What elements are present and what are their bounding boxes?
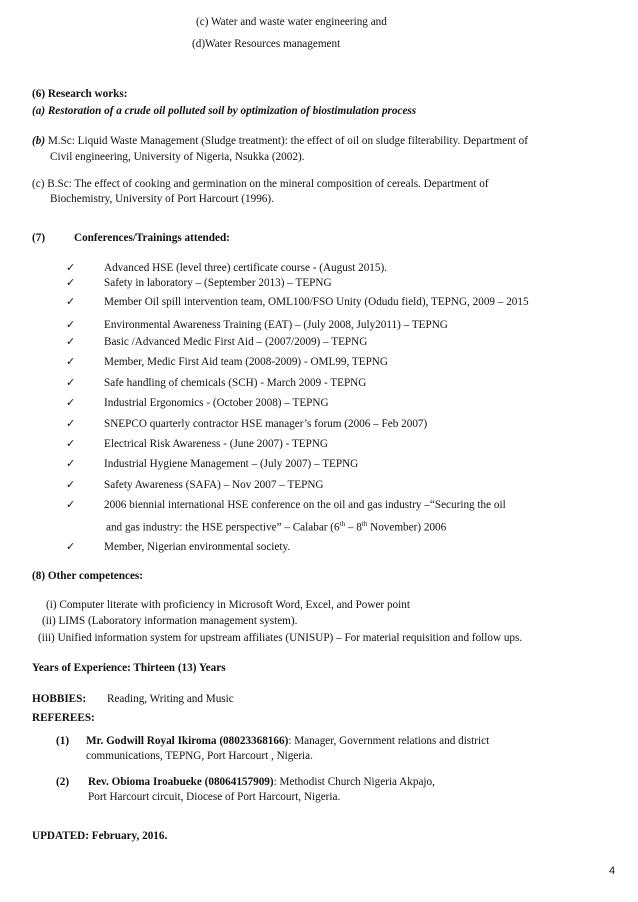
list-item: Member, Medic First Aid team (2008-2009) - OML99, TEPNG [104,356,388,368]
referee-1-line1 [86,735,489,747]
hobbies-label: HOBBIES: [32,693,87,705]
list-item: 2006 biennial international HSE conference on the oil and gas industry –“Securing the oil [104,499,506,511]
referee-1-name: Mr. Godwill Royal Ikiroma (08023368166) [86,735,289,747]
referee-2-detail: : Methodist Church Nigeria Akpajo, [273,776,435,788]
checkmark-icon: ✓ [66,376,76,389]
list-item-continuation: and gas industry: the HSE perspective” – Calabar (6th – 8th November) 2006 [106,520,447,534]
checkmark-icon: ✓ [66,295,76,308]
list-item: Electrical Risk Awareness - (June 2007) - TEPNG [104,438,329,450]
research-item-b-line1: M.Sc: Liquid Waste Management (Sludge treatment): the effect of oil on sludge filterability. Department of [47,135,528,147]
checkmark-icon: ✓ [66,417,76,430]
conferences-heading: Conferences/Trainings attended: [74,232,230,244]
checkmark-icon: ✓ [66,498,76,511]
page-number: 4 [609,865,616,877]
checkmark-icon: ✓ [66,437,76,450]
list-item: Member, Nigerian environmental society. [104,541,291,553]
checkmark-icon: ✓ [66,355,76,368]
checkmark-icon: ✓ [66,396,76,409]
top-line-c: (c) Water and waste water engineering and [196,16,387,28]
referee-1-number: (1) [56,735,70,747]
research-item-b-label: (b) [32,135,46,147]
list-item: Industrial Hygiene Management – (July 2007) – TEPNG [104,458,359,470]
competences-heading: (8) Other competences: [32,570,144,582]
list-item: Basic /Advanced Medic First Aid – (2007/2009) – TEPNG [104,336,368,348]
referees-heading: REFEREES: [32,712,95,724]
updated-date: UPDATED: February, 2016. [32,830,168,842]
checkmark-icon: ✓ [66,276,76,289]
checkmark-icon: ✓ [66,540,76,553]
list-item: Advanced HSE (level three) certificate course - (August 2015). [104,262,387,274]
referee-2-number: (2) [56,776,70,788]
referee-1-line2: communications, TEPNG, Port Harcourt , Nigeria. [86,750,313,762]
competence-item: (ii) LIMS (Laboratory information management system). [42,615,298,627]
research-item-c-line2: Biochemistry, University of Port Harcourt (1996). [50,193,274,205]
list-item: Safety Awareness (SAFA) – Nov 2007 – TEPNG [104,479,324,491]
top-line-d: (d)Water Resources management [192,38,341,50]
checkmark-icon: ✓ [66,335,76,348]
experience: Years of Experience: Thirteen (13) Years [32,662,226,674]
hobbies-value: Reading, Writing and Music [107,693,234,705]
referee-2-name: Rev. Obioma Iroabueke (08064157909) [88,776,274,788]
research-item-a: (a) Restoration of a crude oil polluted soil by optimization of biostimulation process [32,105,417,117]
referee-2-line2: Port Harcourt circuit, Diocese of Port Harcourt, Nigeria. [88,791,341,803]
list-item: Member Oil spill intervention team, OML100/FSO Unity (Odudu field), TEPNG, 2009 – 2015 [104,296,529,308]
list-item: Safe handling of chemicals (SCH) - March 2009 - TEPNG [104,377,367,389]
list-item: Environmental Awareness Training (EAT) – (July 2008, July2011) – TEPNG [104,319,448,331]
conferences-number: (7) [32,232,46,244]
list-item: SNEPCO quarterly contractor HSE manager’s forum (2006 – Feb 2007) [104,418,428,430]
referee-1-detail: : Manager, Government relations and district [288,735,490,747]
research-item-b [32,135,528,147]
list-item: Industrial Ergonomics - (October 2008) – TEPNG [104,397,329,409]
checkmark-icon: ✓ [66,457,76,470]
research-item-b-line2: Civil engineering, University of Nigeria, Nsukka (2002). [50,151,305,163]
checkmark-icon: ✓ [66,478,76,491]
checkmark-icon: ✓ [66,318,76,331]
research-item-c-line1: (c) B.Sc: The effect of cooking and germination on the mineral composition of cereals. Department of [32,178,489,190]
research-heading: (6) Research works: [32,88,128,100]
checkmark-icon: ✓ [66,261,76,274]
competence-item: (i) Computer literate with proficiency in Microsoft Word, Excel, and Power point [46,599,410,611]
list-item: Safety in laboratory – (September 2013) – TEPNG [104,277,332,289]
referee-2-line1 [88,776,435,788]
competence-item: (iii) Unified information system for upstream affiliates (UNISUP) – For material requisition and follow ups. [38,632,523,644]
